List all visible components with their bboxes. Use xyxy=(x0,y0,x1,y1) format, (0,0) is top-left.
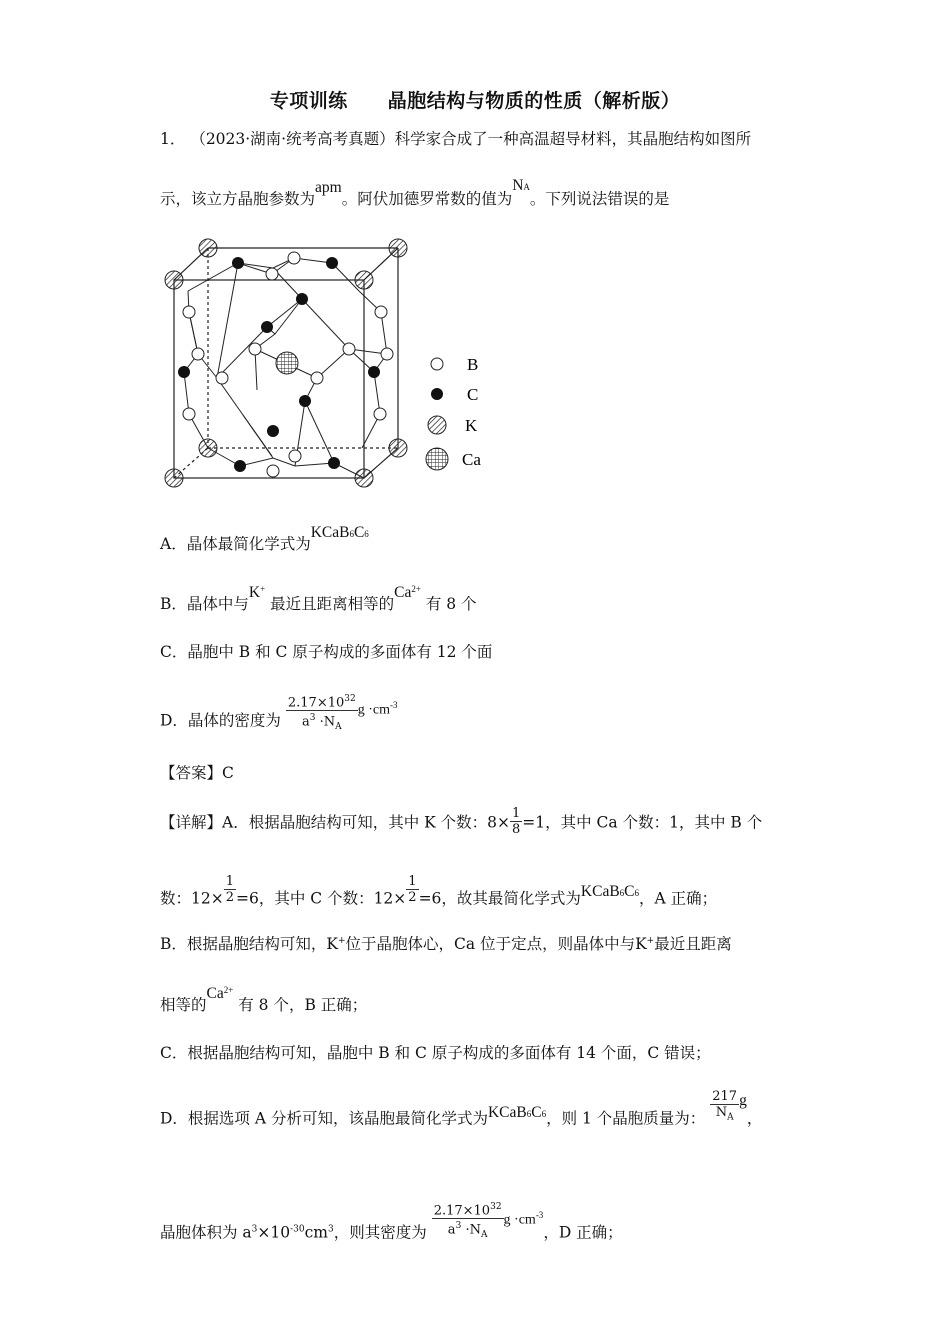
question-stem-2b: 。阿伏加德罗常数的值为 xyxy=(341,190,513,208)
c-atom xyxy=(261,321,273,333)
answer-value: C xyxy=(222,764,234,782)
option-c: C．晶胞中 B 和 C 原子构成的多面体有 12 个面 xyxy=(160,643,493,661)
b-atom xyxy=(266,268,278,280)
k-atom xyxy=(165,469,183,487)
k-ion-charge: + xyxy=(260,584,266,594)
ca-atom xyxy=(276,352,298,374)
formula-c-sub: 6 xyxy=(634,887,640,898)
question-source: （2023·湖南·统考高考真题） xyxy=(190,130,395,148)
fraction-one-half xyxy=(224,874,236,905)
legend-b-label: B xyxy=(467,355,479,374)
b-atom xyxy=(267,465,279,477)
analysis-b2-post: 有 8 个，B 正确； xyxy=(238,996,368,1014)
analysis-b1-pre: B．根据晶胞结构可知， xyxy=(160,935,327,954)
c-atom xyxy=(368,366,380,378)
k-ion-symbol: K xyxy=(248,584,261,601)
b-atom xyxy=(343,343,355,355)
density-den-na: ·N xyxy=(465,1222,481,1238)
b-atom xyxy=(375,306,387,318)
density-den-a: a xyxy=(447,1222,456,1238)
legend-b-symbol xyxy=(431,358,443,370)
answer-label: 【答案】 xyxy=(160,764,223,782)
formula-kcab: KCaB xyxy=(310,524,350,541)
density-den-a-exp: 3 xyxy=(455,1221,462,1232)
b-atom xyxy=(381,348,393,360)
cell-mass-fraction xyxy=(710,1089,739,1126)
formula-c-sub: 6 xyxy=(541,1109,547,1120)
k-atom xyxy=(355,469,373,487)
k-ion-symbol: K xyxy=(635,935,647,954)
formula-c-sub: 6 xyxy=(364,529,369,539)
b-atom xyxy=(289,450,301,462)
analysis-d-line-1 xyxy=(160,1089,763,1138)
k-ion-symbol: K xyxy=(326,935,338,954)
analysis-a1-pre: A．根据晶胞结构可知，其中 K 个数：8× xyxy=(222,813,510,832)
frac-num: 1 xyxy=(512,806,521,821)
analysis-a-line-2 xyxy=(160,874,718,915)
question-stem-2a: 示，该立方晶胞参数为 xyxy=(160,190,316,208)
volume-exp-1: 3 xyxy=(251,1224,258,1235)
analysis-a1-post: =1，其中 Ca 个数：1，其中 B 个 xyxy=(522,813,763,832)
density-den-na: ·N xyxy=(319,714,336,730)
na-subscript: A xyxy=(523,182,530,192)
legend-k-symbol xyxy=(428,416,446,434)
density-den-a: a xyxy=(301,714,310,730)
b-atom xyxy=(374,408,386,420)
page-title xyxy=(0,86,950,113)
analysis-d2-post1: ，则其密度为 xyxy=(333,1223,427,1242)
analysis-a2-post: ，A 正确； xyxy=(639,889,718,908)
option-a-text: A．晶体最简化学式为 xyxy=(160,535,311,553)
ca-ion-charge: 2+ xyxy=(411,584,421,594)
b-atom xyxy=(288,252,300,264)
option-d-text: D．晶体的密度为 xyxy=(160,711,281,730)
k-atom xyxy=(389,439,407,457)
k-atom xyxy=(355,271,373,289)
formula-b-sub: 6 xyxy=(349,529,354,539)
analysis-density-unit xyxy=(504,1204,544,1232)
formula-b-sub: 6 xyxy=(526,1109,532,1120)
analysis-density-fraction xyxy=(432,1200,504,1243)
analysis-b2-pre: 相等的 xyxy=(160,996,207,1014)
analysis-d-formula xyxy=(488,1102,546,1125)
formula-c: C xyxy=(353,524,365,541)
question-number: 1． xyxy=(160,130,186,148)
analysis-formula xyxy=(581,881,639,904)
avogadro-symbol xyxy=(512,175,530,198)
c-atom xyxy=(178,366,190,378)
analysis-b1-post: 最近且距离 xyxy=(654,935,732,954)
question-stem-2c: 。下列说法错误的是 xyxy=(529,190,670,208)
analysis-d1-post: ， xyxy=(746,1109,763,1128)
title-part2: 晶胞结构与物质的性质（解析版） xyxy=(387,90,681,112)
option-a-formula xyxy=(311,522,369,545)
c-atom xyxy=(299,395,311,407)
ca-ion xyxy=(207,983,234,1006)
mass-unit: g xyxy=(739,1092,747,1110)
density-den-a-exp: 3 xyxy=(309,713,316,724)
analysis-a2-mid: =6，其中 C 个数：12× xyxy=(236,889,407,908)
b-atom xyxy=(183,408,195,420)
density-den-na-sub: A xyxy=(335,722,342,733)
c-atom xyxy=(232,257,244,269)
volume-exp-3: 3 xyxy=(328,1224,334,1235)
c-atom xyxy=(267,425,279,437)
density-num-exp: 32 xyxy=(344,694,356,704)
legend-c-label: C xyxy=(467,385,479,404)
frac-num: 1 xyxy=(408,874,417,889)
question-line-1 xyxy=(160,128,751,150)
density-numerator xyxy=(286,692,358,711)
density-unit-exp: -3 xyxy=(389,699,398,710)
mass-den-sub: A xyxy=(727,1112,734,1123)
option-b-text-2: 最近且距离相等的 xyxy=(270,595,395,613)
formula-c: C xyxy=(531,1104,542,1122)
frac-den: 2 xyxy=(225,890,234,905)
density-num-value: 2.17×10 xyxy=(287,695,345,711)
analysis-c: C．根据晶胞结构可知，晶胞中 B 和 C 原子构成的多面体有 14 个面，C 错误； xyxy=(160,1044,711,1062)
b-atom xyxy=(249,343,261,355)
k-atom xyxy=(199,439,217,457)
analysis-a-line-1 xyxy=(160,808,762,839)
option-d xyxy=(160,694,398,743)
density-unit: g ·cm xyxy=(357,702,390,718)
option-b-text-1: B．晶体中与 xyxy=(160,595,249,613)
answer-line xyxy=(160,762,234,784)
analysis-b1-mid: 位于晶胞体心，Ca 位于定点，则晶体中与 xyxy=(345,935,636,954)
density-unit: g ·cm xyxy=(503,1212,536,1228)
formula-c: C xyxy=(624,882,635,900)
legend-ca-label: Ca xyxy=(462,450,481,469)
frac-num: 1 xyxy=(225,874,234,889)
analysis-a2-mid2: =6，故其最简化学式为 xyxy=(418,889,581,908)
na-letter: N xyxy=(512,177,524,194)
density-den-na-sub: A xyxy=(480,1230,488,1241)
formula-b-sub: 6 xyxy=(619,887,625,898)
c-atom xyxy=(326,257,338,269)
mass-den-n: N xyxy=(715,1105,728,1120)
analysis-d2-mid: ×10 xyxy=(257,1223,291,1242)
ca-ion-symbol: Ca xyxy=(394,584,412,601)
crystal-structure-figure xyxy=(155,228,495,498)
density-numerator xyxy=(432,1200,504,1219)
b-atom xyxy=(311,372,323,384)
option-b xyxy=(160,584,477,617)
analysis-b-line-1 xyxy=(160,930,732,955)
analysis-a2-pre: 数：12× xyxy=(160,889,224,908)
k-atom xyxy=(389,239,407,257)
mass-numerator: 217 xyxy=(712,1089,738,1104)
option-b-text-3: 有 8 个 xyxy=(425,595,477,613)
analysis-d2-post2: ，D 正确； xyxy=(543,1223,623,1242)
density-unit-exp: -3 xyxy=(535,1209,544,1220)
density-denominator xyxy=(432,1219,504,1243)
title-part1: 专项训练 xyxy=(269,90,348,112)
question-line-2 xyxy=(160,177,670,212)
ca-ion-symbol: Ca xyxy=(206,985,224,1002)
k-ion-charge: + xyxy=(338,936,346,946)
analysis-b-line-2 xyxy=(160,985,368,1018)
b-atom xyxy=(192,348,204,360)
analysis-d1-mid: ，则 1 个晶胞质量为： xyxy=(546,1109,706,1128)
legend-ca-symbol xyxy=(426,448,448,470)
c-atom xyxy=(328,457,340,469)
legend xyxy=(426,355,481,470)
analysis-label: 【详解】 xyxy=(160,813,223,832)
frac-den: 2 xyxy=(408,890,417,905)
volume-exp-2: -30 xyxy=(290,1224,305,1235)
formula-kcab: KCaB xyxy=(580,882,620,900)
density-num-value: 2.17×10 xyxy=(433,1203,491,1219)
question-stem-1: 科学家合成了一种高温超导材料，其晶胞结构如图所 xyxy=(394,130,752,148)
option-b-k-ion xyxy=(249,582,265,605)
k-atom xyxy=(199,239,217,257)
c-atom xyxy=(296,293,308,305)
frac-den: 8 xyxy=(512,822,521,837)
ca-ion-charge: 2+ xyxy=(223,985,234,995)
formula-kcab: KCaB xyxy=(487,1104,527,1122)
c-atom xyxy=(234,460,246,472)
density-num-exp: 32 xyxy=(490,1202,502,1212)
legend-c-symbol xyxy=(431,388,443,400)
option-d-unit xyxy=(358,694,398,722)
legend-k-label: K xyxy=(465,416,478,435)
mass-denominator xyxy=(710,1105,739,1126)
fraction-one-eighth xyxy=(510,806,522,837)
analysis-d2-pre: 晶胞体积为 a xyxy=(160,1223,252,1242)
analysis-d1-pre: D．根据选项 A 分析可知，该晶胞最简化学式为 xyxy=(160,1109,488,1128)
option-b-ca-ion xyxy=(394,582,421,605)
option-a xyxy=(160,524,369,557)
option-d-density-fraction xyxy=(286,692,358,735)
cell-parameter: apm xyxy=(315,179,342,196)
b-atom xyxy=(216,372,228,384)
fraction-one-half xyxy=(406,874,418,905)
volume-unit: cm xyxy=(304,1223,329,1242)
k-ion-charge: + xyxy=(646,936,655,946)
density-denominator xyxy=(286,711,358,735)
k-atom xyxy=(165,271,183,289)
b-atom xyxy=(183,306,195,318)
